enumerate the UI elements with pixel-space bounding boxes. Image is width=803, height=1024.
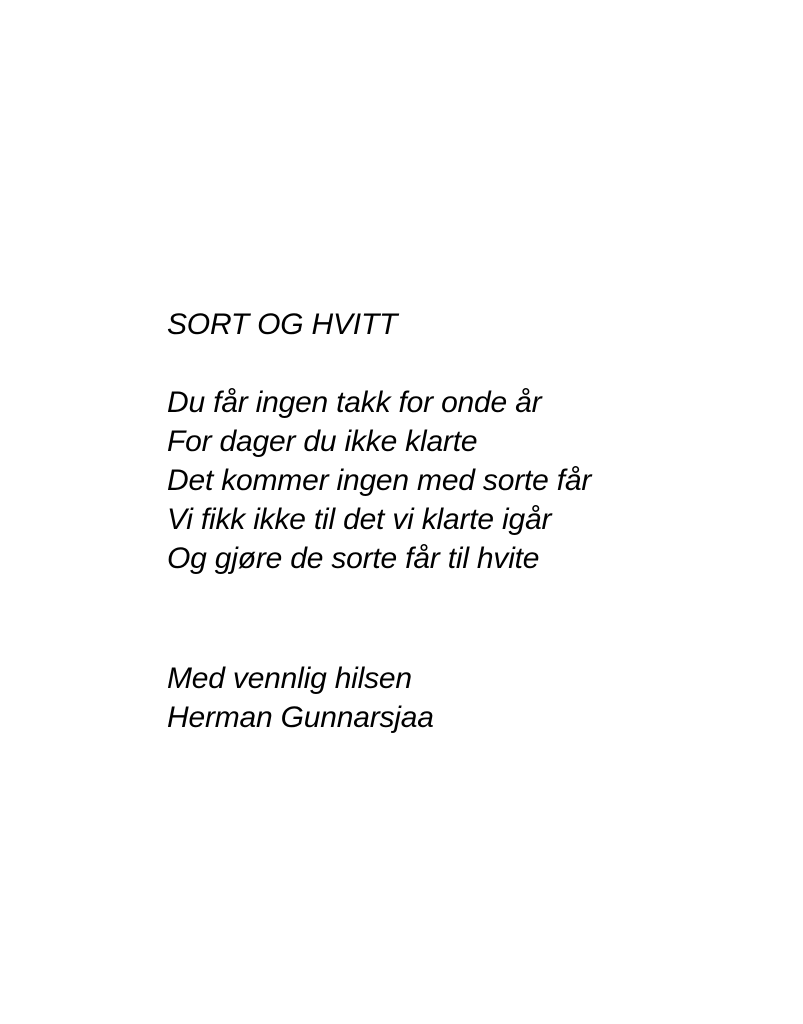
poem-line: Og gjøre de sorte får til hvite [167,542,540,575]
poem-line: Vi fikk ikke til det vi klarte igår [167,503,552,536]
poem-line: Det kommer ingen med sorte får [167,464,592,497]
poem-title: SORT OG HVITT [167,308,398,341]
poem-line: Du får ingen takk for onde år [167,386,542,419]
poem-line: For dager du ikke klarte [167,425,478,458]
closing-greeting: Med vennlig hilsen [167,662,412,695]
author-name: Herman Gunnarsjaa [167,701,434,734]
